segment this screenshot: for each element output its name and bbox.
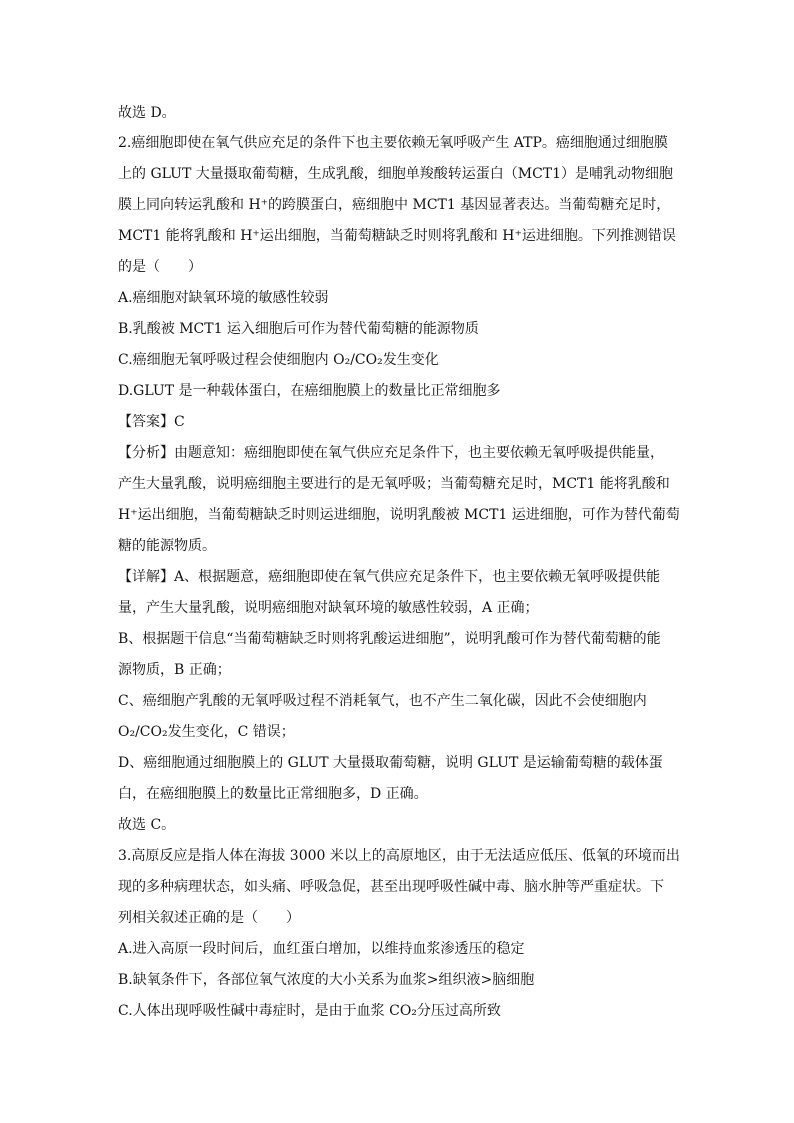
option-b: B.乳酸被 MCT1 运入细胞后可作为替代葡萄糖的能源物质 <box>118 321 479 337</box>
text-line: 故选 C。 <box>118 817 176 833</box>
text-line: 白，在癌细胞膜上的数量比正常细胞多，D 正确。 <box>118 786 428 802</box>
text-line: 产生大量乳酸，说明癌细胞主要进行的是无氧呼吸；当葡萄糖充足时，MCT1 能将乳酸和 <box>118 476 670 492</box>
text-line: 现的多种病理状态，如头痛、呼吸急促，甚至出现呼吸性碱中毒、脑水肿等严重症状。下 <box>118 879 664 895</box>
option-c: C.人体出现呼吸性碱中毒症时，是由于血浆 CO₂分压过高所致 <box>118 1003 501 1019</box>
text-line: H⁺运出细胞，当葡萄糖缺乏时则运进细胞，说明乳酸被 MCT1 运进细胞，可作为替代葡萄 <box>118 507 680 523</box>
option-c: C.癌细胞无氧呼吸过程会使细胞内 O₂/CO₂发生变化 <box>118 352 439 368</box>
text-line: 故选 D。 <box>118 105 176 121</box>
text-line: 量，产生大量乳酸，说明癌细胞对缺氧环境的敏感性较弱，A 正确； <box>118 600 539 616</box>
option-a: A.进入高原一段时间后，血红蛋白增加，以维持血浆渗透压的稳定 <box>118 941 525 957</box>
question-2-stem: 2.癌细胞即使在氧气供应充足的条件下也主要依赖无氧呼吸产生 ATP。癌细胞通过细胞膜 <box>118 135 668 151</box>
question-3-stem: 3.高原反应是指人体在海拔 3000 米以上的高原地区，由于无法适应低压、低氧的环境而出 <box>118 848 680 864</box>
text-line: B、根据题干信息“当葡萄糖缺乏时则将乳酸运进细胞”，说明乳酸可作为替代葡萄糖的能 <box>118 631 661 647</box>
option-b: B.缺氧条件下，各部位氧气浓度的大小关系为血浆>组织液>脑细胞 <box>118 972 535 988</box>
text-line: 源物质，B 正确； <box>118 662 231 678</box>
text-line: 的是（ ） <box>118 259 202 275</box>
text-line: 糖的能源物质。 <box>118 538 216 554</box>
text-line: C、癌细胞产乳酸的无氧呼吸过程不消耗氧气，也不产生二氧化碳，因此不会使细胞内 <box>118 693 647 709</box>
option-d: D.GLUT 是一种载体蛋白，在癌细胞膜上的数量比正常细胞多 <box>118 383 501 399</box>
text-line: 列相关叙述正确的是（ ） <box>118 910 300 926</box>
text-line: 上的 GLUT 大量摄取葡萄糖，生成乳酸，细胞单羧酸转运蛋白（MCT1）是哺乳动物细胞 <box>118 166 674 182</box>
option-a: A.癌细胞对缺氧环境的敏感性较弱 <box>118 290 329 306</box>
analysis-paragraph: 【分析】由题意知：癌细胞即使在氧气供应充足条件下，也主要依赖无氧呼吸提供能量， <box>118 445 664 461</box>
answer-label: 【答案】C <box>118 414 185 430</box>
text-line: 膜上同向转运乳酸和 H⁺的跨膜蛋白，癌细胞中 MCT1 基因显著表达。当葡萄糖充足时， <box>118 197 671 213</box>
text-line: D、癌细胞通过细胞膜上的 GLUT 大量摄取葡萄糖，说明 GLUT 是运输葡萄糖的载体蛋 <box>118 755 663 771</box>
text-line: O₂/CO₂发生变化，C 错误； <box>118 724 295 740</box>
text-line: MCT1 能将乳酸和 H⁺运出细胞，当葡萄糖缺乏时则将乳酸和 H⁺运进细胞。下列推测错误 <box>118 228 676 244</box>
explanation-paragraph: 【详解】A、根据题意，癌细胞即使在氧气供应充足条件下，也主要依赖无氧呼吸提供能 <box>118 569 661 585</box>
